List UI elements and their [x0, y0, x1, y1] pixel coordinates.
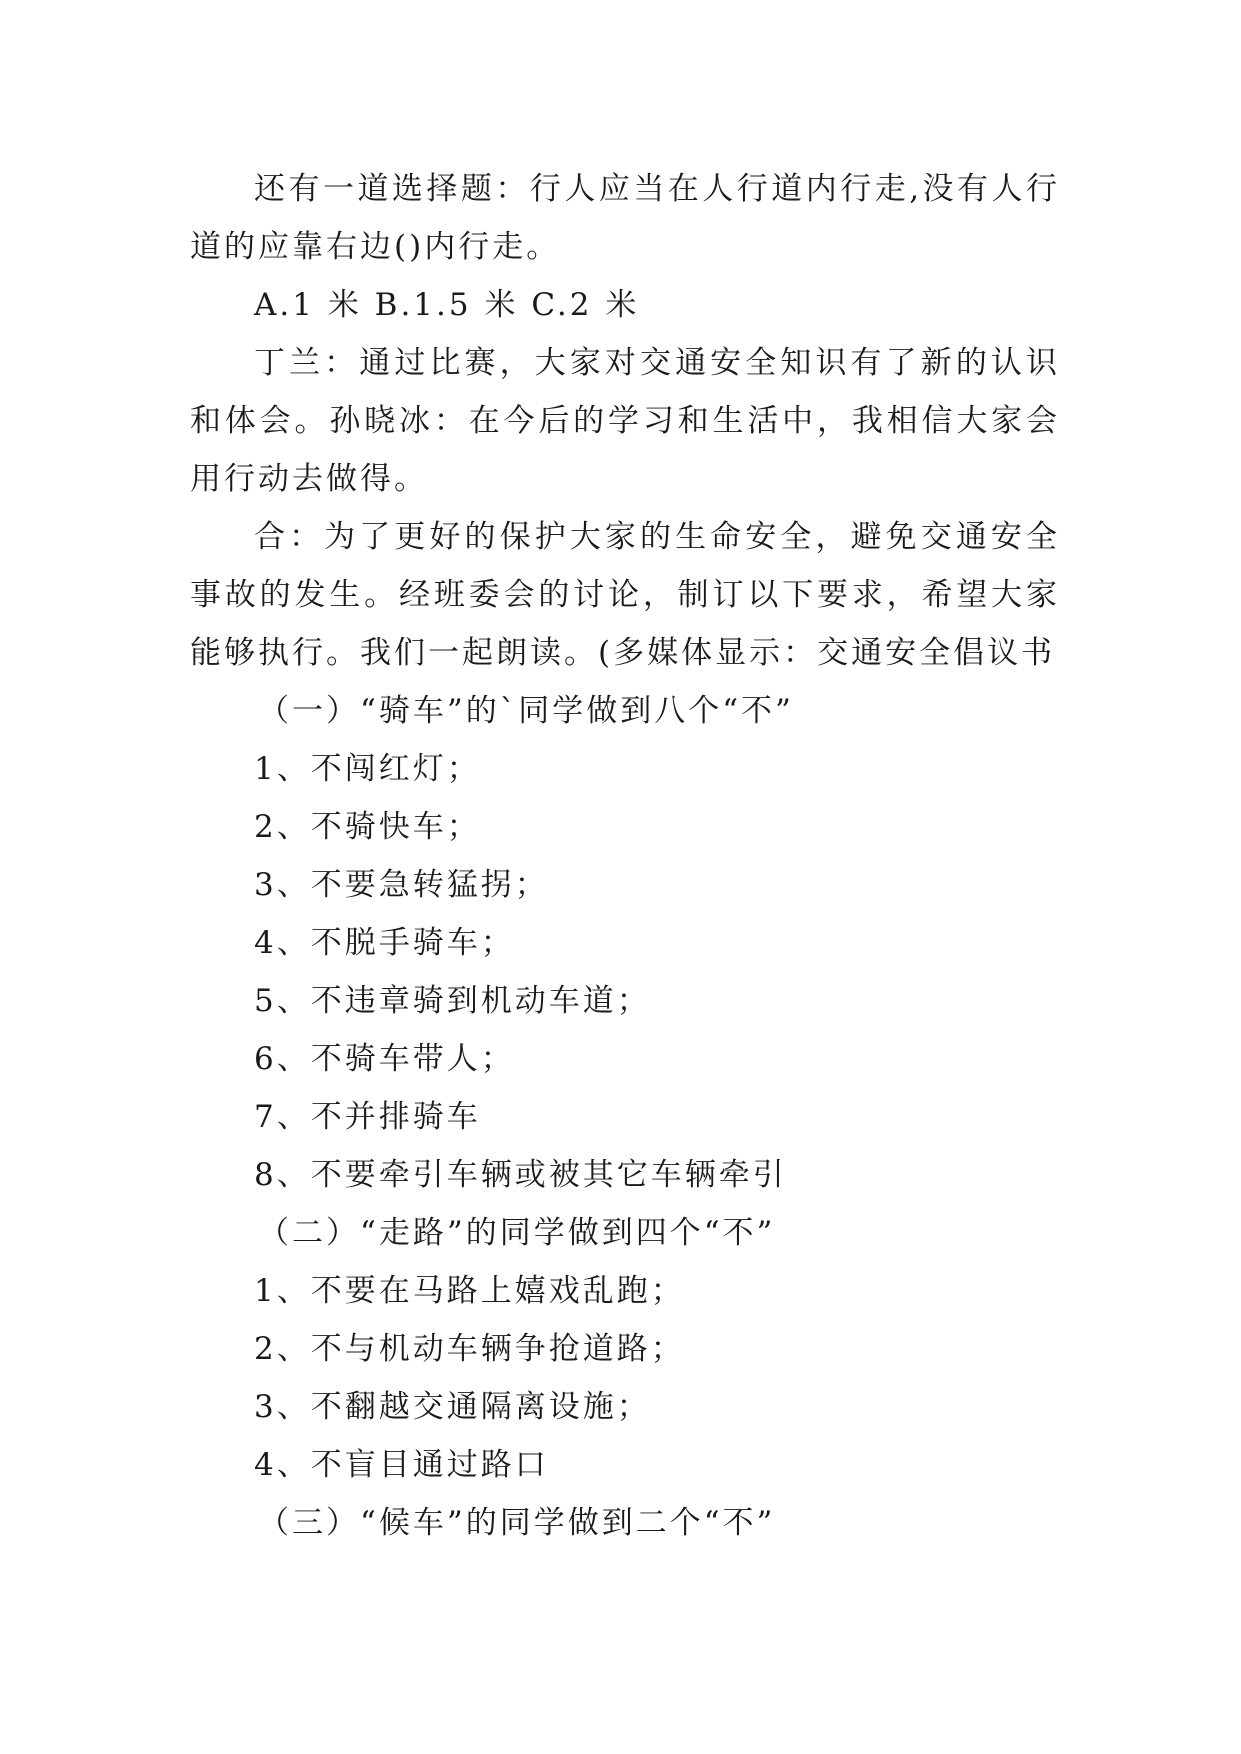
paragraph-question: 还有一道选择题：行人应当在人行道内行走,没有人行道的应靠右边()内行走。	[190, 171, 1060, 265]
list-item: 4、不脱手骑车；	[254, 925, 515, 961]
list-item: 8、不要牵引车辆或被其它车辆牵引	[254, 1157, 787, 1193]
list-item: 2、不骑快车；	[254, 809, 481, 845]
paragraph-proposal-intro: 合：为了更好的保护大家的生命安全，避免交通安全事故的发生。经班委会的讨论，制订以下要求，希望大家能够执行。我们一起朗读。(多媒体显示：交通安全倡议书	[190, 519, 1060, 671]
list-item: 6、不骑车带人；	[254, 1041, 515, 1077]
list-item: 1、不闯红灯；	[254, 751, 481, 787]
list-item: 5、不违章骑到机动车道；	[254, 983, 651, 1019]
list-item: 1、不要在马路上嬉戏乱跑；	[254, 1273, 685, 1309]
paragraph-options: A.1 米 B.1.5 米 C.2 米	[254, 287, 640, 323]
section-heading-cycling: （一）“骑车”的`同学做到八个“不”	[258, 693, 794, 729]
list-item: 2、不与机动车辆争抢道路；	[254, 1331, 685, 1367]
section-heading-waiting: （三）“候车”的同学做到二个“不”	[258, 1505, 776, 1541]
section-heading-walking: （二）“走路”的同学做到四个“不”	[258, 1215, 776, 1251]
document-body	[190, 160, 1060, 1552]
list-item: 7、不并排骑车	[254, 1099, 481, 1135]
list-item: 3、不要急转猛拐；	[254, 867, 549, 903]
paragraph-dialogue: 丁兰：通过比赛，大家对交通安全知识有了新的认识和体会。孙晓冰：在今后的学习和生活中，我相信大家会用行动去做得。	[190, 345, 1060, 497]
list-item: 4、不盲目通过路口	[254, 1447, 549, 1483]
list-item: 3、不翻越交通隔离设施；	[254, 1389, 651, 1425]
